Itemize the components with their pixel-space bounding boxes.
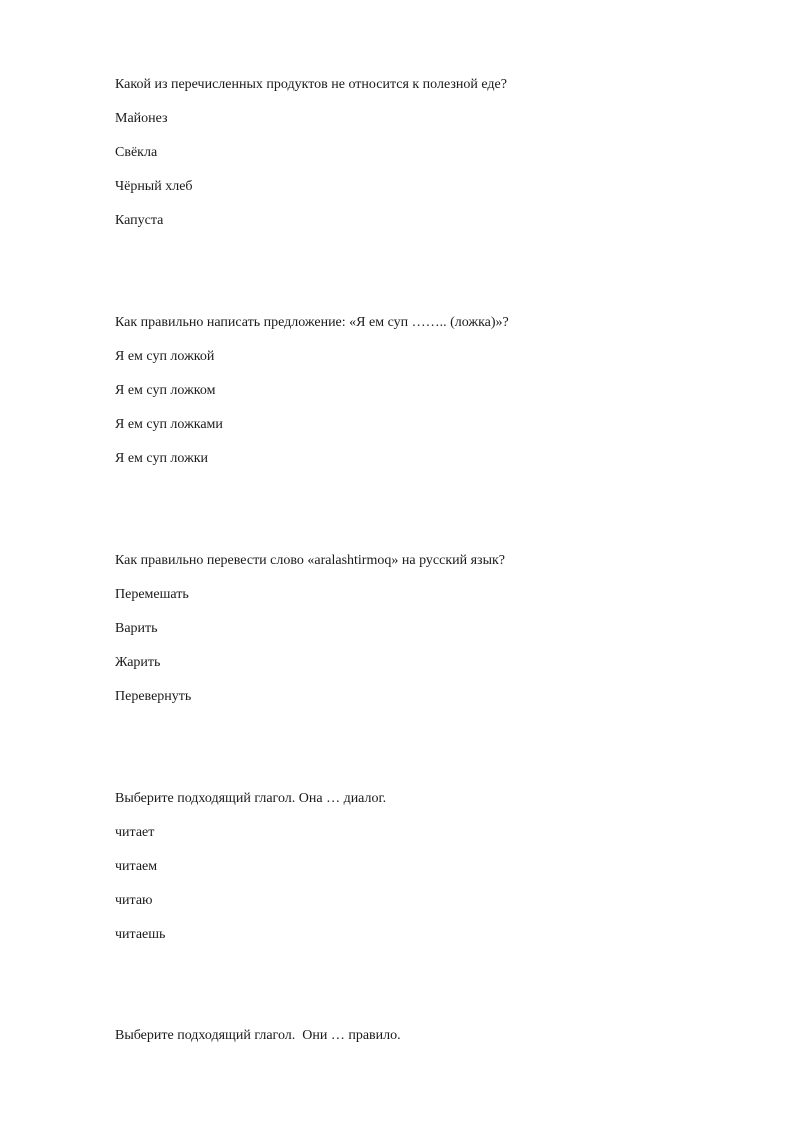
question-5-text: Выберите подходящий глагол. Они … правило. — [115, 1028, 401, 1043]
question-2-option-4: Я ем суп ложки — [115, 451, 209, 466]
question-3-option-2: Варить — [115, 621, 158, 636]
question-4-option-1: читает — [115, 825, 155, 840]
question-4-text: Выберите подходящий глагол. Она … диалог. — [115, 791, 387, 806]
question-2-text: Как правильно написать предложение: «Я ем суп …….. (ложка)»? — [115, 315, 509, 330]
question-2-option-2: Я ем суп ложком — [115, 383, 216, 398]
question-3-option-4: Перевернуть — [115, 689, 192, 704]
question-3-option-1: Перемешать — [115, 587, 189, 602]
question-4-option-2: читаем — [115, 859, 158, 874]
question-4-option-3: читаю — [115, 893, 153, 908]
question-1-option-4: Капуста — [115, 213, 164, 228]
question-1-option-1: Майонез — [115, 111, 168, 126]
question-2-option-3: Я ем суп ложками — [115, 417, 223, 432]
question-1-text: Какой из перечисленных продуктов не относится к полезной еде? — [115, 77, 507, 92]
question-4-option-4: читаешь — [115, 927, 166, 942]
question-1-option-2: Свёкла — [115, 145, 158, 160]
question-3-text: Как правильно перевести слово «aralashtirmoq» на русский язык? — [115, 553, 505, 568]
question-2-option-1: Я ем суп ложкой — [115, 349, 215, 364]
question-1-option-3: Чёрный хлеб — [115, 179, 193, 194]
question-3-option-3: Жарить — [115, 655, 161, 670]
